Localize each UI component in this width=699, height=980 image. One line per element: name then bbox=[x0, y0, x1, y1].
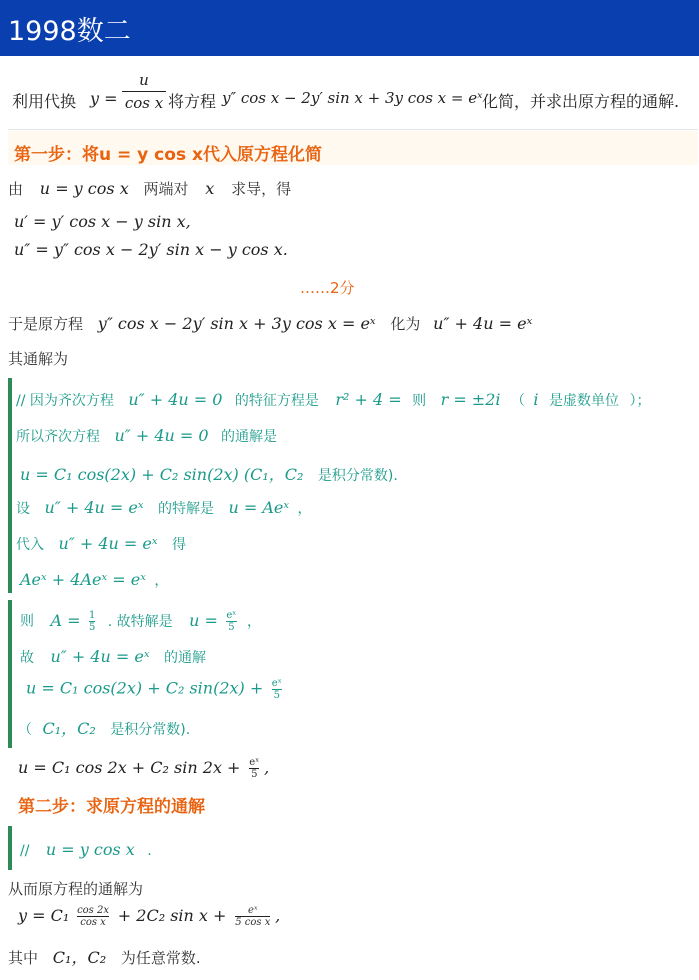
text: （ bbox=[510, 393, 525, 409]
text: 则 bbox=[412, 393, 427, 409]
note-block-1 bbox=[8, 378, 12, 593]
text: 的通解 bbox=[163, 650, 206, 666]
denominator: cos x bbox=[77, 916, 109, 928]
math: A = bbox=[50, 610, 81, 630]
step2-note bbox=[20, 840, 152, 859]
text: 化为 bbox=[390, 315, 421, 333]
text: // bbox=[20, 843, 30, 859]
fraction bbox=[235, 905, 270, 928]
math: u = Aeˣ bbox=[228, 498, 290, 517]
step2-line2 bbox=[8, 945, 201, 968]
header-bar bbox=[0, 0, 699, 56]
fraction bbox=[77, 905, 109, 928]
note-block-3 bbox=[8, 826, 12, 870]
note2-line4 bbox=[18, 716, 190, 739]
divider bbox=[8, 129, 698, 130]
denominator: 5 bbox=[228, 622, 235, 633]
step1-title: 第一步：将u = y cos x代入原方程化简 bbox=[14, 145, 322, 165]
text: 其中 bbox=[8, 949, 39, 967]
text: ， bbox=[297, 501, 312, 517]
math: + 2C₂ sin x + bbox=[117, 906, 227, 925]
text: // 因为齐次方程 bbox=[16, 393, 114, 409]
text: 所以齐次方程 bbox=[16, 429, 100, 445]
problem-fraction bbox=[122, 71, 166, 112]
math: r² + 4 = bbox=[335, 390, 402, 409]
text: 的通解是 bbox=[221, 429, 278, 445]
fraction bbox=[89, 610, 95, 633]
text: 则 bbox=[20, 613, 34, 630]
math: u = C₁ cos(2x) + C₂ sin(2x) (C₁，C₂ bbox=[20, 465, 304, 484]
math: r = ±2i bbox=[440, 390, 501, 409]
math: Aeˣ + 4Aeˣ = eˣ bbox=[20, 570, 146, 589]
math: u″ + 4u = eˣ bbox=[44, 498, 144, 517]
math: u″ + 4u = eˣ bbox=[50, 647, 150, 666]
text: 由 bbox=[8, 180, 24, 198]
denominator: 5 bbox=[88, 622, 96, 633]
numerator: 1 bbox=[88, 610, 96, 621]
note2-line3 bbox=[26, 678, 282, 701]
text: 是积分常数). bbox=[110, 722, 191, 738]
text: 设 bbox=[16, 501, 30, 517]
step2-title: 第二步：求原方程的通解 bbox=[18, 797, 205, 817]
derivative-1: u′ = y′ cos x − y sin x, bbox=[14, 212, 191, 231]
math: , bbox=[264, 758, 270, 777]
math: u = C₁ cos(2x) + C₂ sin(2x) + bbox=[26, 678, 264, 698]
problem-lhs: y = bbox=[90, 89, 118, 108]
math: u = C₁ cos 2x + C₂ sin 2x + bbox=[18, 758, 241, 777]
step1-line2 bbox=[8, 313, 532, 334]
math: C₁，C₂ bbox=[42, 719, 96, 738]
fraction bbox=[272, 678, 282, 701]
step1-result bbox=[18, 757, 269, 780]
text: ， bbox=[247, 613, 261, 630]
fraction bbox=[226, 610, 236, 633]
text: ， bbox=[154, 573, 169, 589]
text: 代入 bbox=[16, 537, 44, 553]
text: 是虚数单位 bbox=[549, 393, 619, 409]
problem-equation: y″ cos x − 2y′ sin x + 3y cos x = eˣ bbox=[222, 89, 483, 107]
fraction bbox=[249, 757, 259, 780]
text: 的特解是 bbox=[157, 501, 214, 517]
math: y″ cos x − 2y′ sin x + 3y cos x = eˣ bbox=[97, 314, 376, 333]
denominator: 5 bbox=[251, 769, 258, 780]
numerator: eˣ bbox=[226, 610, 237, 621]
note1-line6 bbox=[20, 570, 168, 590]
note1-line2 bbox=[16, 426, 277, 446]
denominator: 5 cos x bbox=[235, 917, 271, 928]
step1-line3: 其通解为 bbox=[8, 350, 69, 368]
math: u″ + 4u = 0 bbox=[128, 390, 223, 409]
math: u = y cos x bbox=[45, 840, 135, 859]
note2-line1 bbox=[20, 610, 261, 633]
math: u″ + 4u = eˣ bbox=[58, 534, 158, 553]
math: y = C₁ bbox=[18, 906, 70, 925]
problem-suffix: 化简，并求出原方程的通解. bbox=[482, 92, 680, 111]
text: 于是原方程 bbox=[8, 315, 84, 333]
step2-solution bbox=[18, 905, 280, 928]
note1-line1 bbox=[16, 390, 650, 410]
step2-line1: 从而原方程的通解为 bbox=[8, 880, 144, 898]
text: 故 bbox=[20, 650, 34, 666]
page-title: 1998数二 bbox=[8, 16, 131, 47]
math: u″ + 4u = 0 bbox=[114, 426, 209, 445]
numerator: eˣ bbox=[249, 757, 260, 768]
note-block-2 bbox=[8, 600, 12, 748]
text: . 故特解是 bbox=[107, 613, 173, 630]
text: 是积分常数). bbox=[317, 468, 398, 484]
note1-line4 bbox=[16, 498, 311, 518]
frac-denominator: cos x bbox=[124, 94, 164, 112]
problem-mid: 将方程 bbox=[168, 92, 217, 111]
math: x bbox=[205, 179, 215, 198]
step1-line1 bbox=[8, 178, 291, 199]
problem-statement bbox=[12, 71, 692, 120]
text: . bbox=[147, 843, 152, 859]
score-label: ……2分 bbox=[300, 279, 355, 297]
math: C₁，C₂ bbox=[52, 948, 107, 967]
note1-line5 bbox=[16, 534, 186, 554]
math: u = bbox=[189, 610, 218, 630]
text: 为任意常数. bbox=[120, 949, 201, 967]
text: 得 bbox=[171, 537, 186, 553]
math: , bbox=[275, 906, 281, 925]
note1-line3 bbox=[20, 462, 398, 485]
text: 的特征方程是 bbox=[234, 393, 319, 409]
derivative-2: u″ = y″ cos x − 2y′ sin x − y cos x. bbox=[14, 240, 288, 259]
text: 两端对 bbox=[143, 180, 189, 198]
problem-prefix: 利用代换 bbox=[12, 92, 77, 111]
numerator: eˣ bbox=[248, 905, 258, 916]
math: u″ + 4u = eˣ bbox=[433, 314, 533, 333]
numerator: cos 2x bbox=[77, 905, 109, 916]
text: 求导，得 bbox=[231, 180, 292, 198]
numerator: eˣ bbox=[271, 678, 282, 689]
math: u = y cos x bbox=[39, 179, 129, 198]
text: ）； bbox=[629, 393, 651, 409]
denominator: 5 bbox=[273, 690, 280, 701]
text: （ bbox=[18, 722, 32, 738]
math: i bbox=[533, 390, 539, 409]
note2-line2 bbox=[20, 647, 206, 667]
frac-numerator: u bbox=[139, 71, 149, 89]
